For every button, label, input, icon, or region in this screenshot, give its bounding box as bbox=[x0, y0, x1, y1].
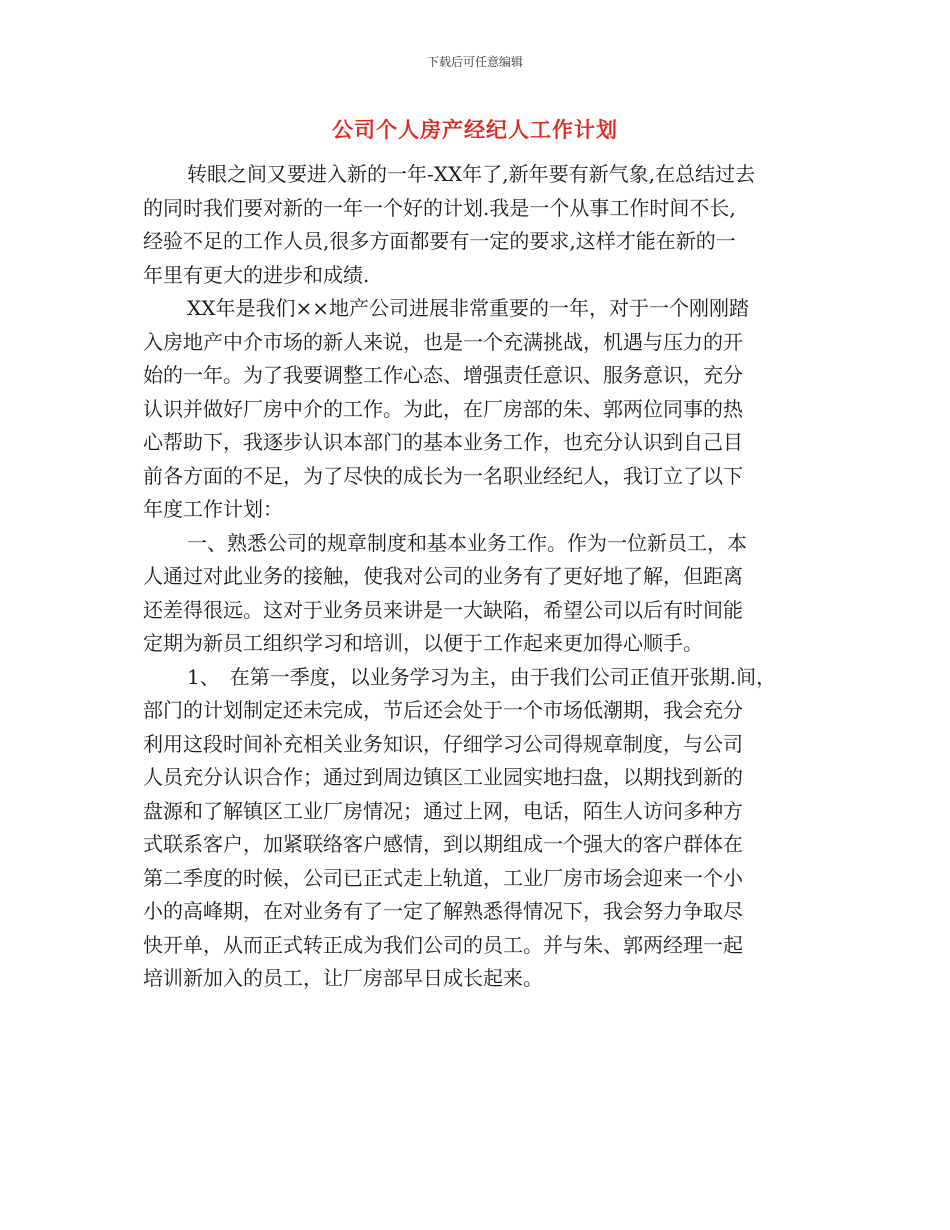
paragraph-line: 培训新加入的员工，让厂房部早日成长起来。 bbox=[143, 966, 543, 990]
paragraph-year-overview bbox=[143, 292, 823, 527]
paragraph-section-one bbox=[143, 527, 823, 661]
paragraph-line: 人通过对此业务的接触，使我对公司的业务有了更好地了解，但距离 bbox=[143, 564, 743, 588]
paragraph-line: 心帮助下，我逐步认识本部门的基本业务工作，也充分认识到自己目 bbox=[143, 430, 743, 454]
paragraph-line: XX年是我们××地产公司进展非常重要的一年，对于一个刚刚踏 bbox=[187, 296, 749, 320]
paragraph-intro bbox=[143, 158, 823, 292]
document-body bbox=[143, 158, 823, 996]
paragraph-line: 部门的计划制定还未完成，节后还会处于一个市场低潮期，我会充分 bbox=[143, 698, 743, 722]
paragraph-line: 定期为新员工组织学习和培训，以便于工作起来更加得心顺手。 bbox=[143, 631, 703, 655]
paragraph-line: 一、熟悉公司的规章制度和基本业务工作。作为一位新员工，本 bbox=[187, 530, 747, 555]
paragraph-line: 盘源和了解镇区工业厂房情况；通过上网，电话，陌生人访问多种方 bbox=[143, 798, 743, 823]
paragraph-line: 人员充分认识合作；通过到周边镇区工业园实地扫盘，以期找到新的 bbox=[143, 765, 743, 789]
paragraph-line: 式联系客户，加紧联络客户感情，到以期组成一个强大的客户群体在 bbox=[143, 832, 743, 856]
paragraph-line: 经验不足的工作人员,很多方面都要有一定的要求,这样才能在新的一 bbox=[143, 229, 736, 253]
paragraph-line: 年里有更大的进步和成绩. bbox=[143, 262, 370, 287]
paragraph-line: 1、 在第一季度，以业务学习为主，由于我们公司正值开张期.间， bbox=[187, 664, 777, 689]
header-note: 下载后可任意编辑 bbox=[426, 55, 523, 69]
paragraph-line: 入房地产中介市场的新人来说，也是一个充满挑战，机遇与压力的开 bbox=[143, 329, 743, 354]
paragraph-line: 小的高峰期，在对业务有了一定了解熟悉得情况下，我会努力争取尽 bbox=[143, 899, 743, 923]
paragraph-line: 快开单，从而正式转正成为我们公司的员工。并与朱、郭两经理一起 bbox=[143, 932, 743, 957]
paragraph-line: 第二季度的时候，公司已正式走上轨道，工业厂房市场会迎来一个小 bbox=[143, 865, 743, 890]
paragraph-line: 转眼之间又要进入新的一年-XX年了,新年要有新气象,在总结过去 bbox=[187, 162, 755, 186]
paragraph-line: 还差得很远。这对于业务员来讲是一大缺陷，希望公司以后有时间能 bbox=[143, 597, 743, 622]
paragraph-item-one bbox=[143, 661, 823, 996]
paragraph-line: 利用这段时间补充相关业务知识，仔细学习公司得规章制度，与公司 bbox=[143, 731, 743, 756]
paragraph-line: 认识并做好厂房中介的工作。为此，在厂房部的朱、郭两位同事的热 bbox=[143, 396, 743, 421]
document-title: 公司个人房产经纪人工作计划 bbox=[332, 117, 618, 142]
paragraph-line: 始的一年。为了我要调整工作心态、增强责任意识、服务意识，充分 bbox=[143, 363, 743, 387]
paragraph-line: 的同时我们要对新的一年一个好的计划.我是一个从事工作时间不长, bbox=[143, 195, 736, 220]
paragraph-line: 年度工作计划： bbox=[143, 497, 283, 521]
paragraph-line: 前各方面的不足，为了尽快的成长为一名职业经纪人，我订立了以下 bbox=[143, 463, 743, 488]
